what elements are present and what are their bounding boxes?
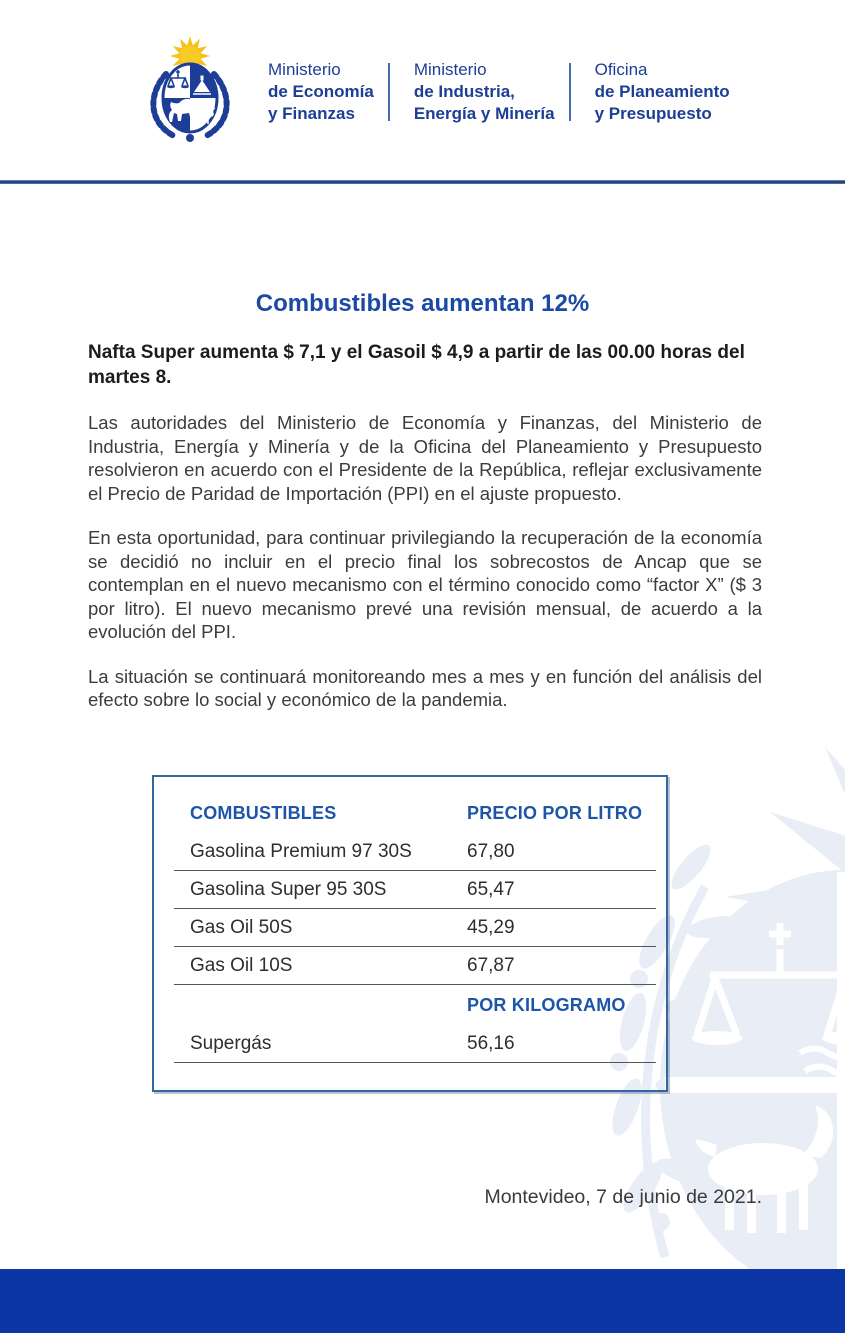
fuel-name: Supergás bbox=[190, 1033, 272, 1054]
column-header-price-per-liter: PRECIO POR LITRO bbox=[467, 802, 643, 823]
column-header-per-kilogram: POR KILOGRAMO bbox=[467, 994, 626, 1015]
coat-of-arms-logo-icon bbox=[140, 36, 240, 148]
table-subheader-row bbox=[154, 985, 666, 1025]
org-line: Ministerio bbox=[268, 60, 341, 79]
fuel-name: Gas Oil 50S bbox=[190, 917, 293, 938]
org-line: de Industria, bbox=[413, 82, 515, 101]
paragraph: En esta oportunidad, para continuar privilegiando la recuperación de la economía se decidió no incluir en el precio final los sobrecostos de Ancap que se contemplan en el nuevo mecanismo con el término conocido como “factor X” ($ 3 por litro). El nuevo mecanismo prevé una revisión mensual, de acuerdo a la evolución del PPI. bbox=[88, 527, 762, 642]
org-ministerio-industria bbox=[414, 59, 555, 125]
fuel-price: 67,87 bbox=[467, 955, 515, 976]
table-header-row bbox=[154, 793, 666, 833]
page-title: Combustibles aumentan 12% bbox=[255, 290, 590, 317]
paragraph: Las autoridades del Ministerio de Economía y Finanzas, del Ministerio de Industria, Energía y Minería y de la Oficina del Planeamiento y Presupuesto resolvieron en acuerdo con el Presidente de la República, reflejar exclusivamente el Precio de Paridad de Importación (PPI) en el ajuste propuesto. bbox=[88, 412, 762, 504]
table-row bbox=[154, 833, 666, 871]
table-row bbox=[154, 871, 666, 909]
fuel-price: 67,80 bbox=[467, 841, 515, 862]
government-header bbox=[140, 36, 730, 148]
fuel-price: 45,29 bbox=[467, 917, 515, 938]
article-body bbox=[0, 184, 845, 712]
table-row bbox=[154, 947, 666, 985]
column-header-fuels: COMBUSTIBLES bbox=[190, 802, 337, 823]
lead-paragraph: Nafta Super aumenta $ 7,1 y el Gasoil $ 4,9 a partir de las 00.00 horas del martes 8. bbox=[88, 342, 745, 388]
fuel-price: 56,16 bbox=[467, 1033, 515, 1054]
org-line: Oficina bbox=[594, 60, 648, 79]
org-line: de Economía bbox=[268, 82, 374, 101]
paragraph: La situación se continuará monitoreando mes a mes y en función del análisis del efecto sobre lo social y económico de la pandemia. bbox=[88, 665, 762, 710]
org-ministerio-economia bbox=[268, 59, 374, 125]
org-line: Ministerio bbox=[413, 60, 487, 79]
org-line: y Finanzas bbox=[268, 104, 355, 123]
row-divider bbox=[174, 1062, 656, 1063]
org-line: Energía y Minería bbox=[413, 104, 555, 123]
header-divider bbox=[569, 63, 571, 121]
table-row bbox=[154, 1025, 666, 1063]
org-oficina-planeamiento bbox=[595, 59, 730, 125]
header-divider bbox=[388, 63, 390, 121]
fuel-name: Gasolina Super 95 30S bbox=[190, 879, 387, 900]
fuel-price: 65,47 bbox=[467, 879, 515, 900]
footer-bar bbox=[0, 1269, 845, 1333]
org-line: de Planeamiento bbox=[594, 82, 730, 101]
fuel-price-table bbox=[152, 775, 668, 1092]
header-rule bbox=[0, 180, 845, 184]
table-row bbox=[154, 909, 666, 947]
fuel-name: Gas Oil 10S bbox=[190, 955, 293, 976]
fuel-name: Gasolina Premium 97 30S bbox=[190, 841, 412, 862]
dateline: Montevideo, 7 de junio de 2021. bbox=[484, 1186, 762, 1208]
org-line: y Presupuesto bbox=[594, 104, 712, 123]
